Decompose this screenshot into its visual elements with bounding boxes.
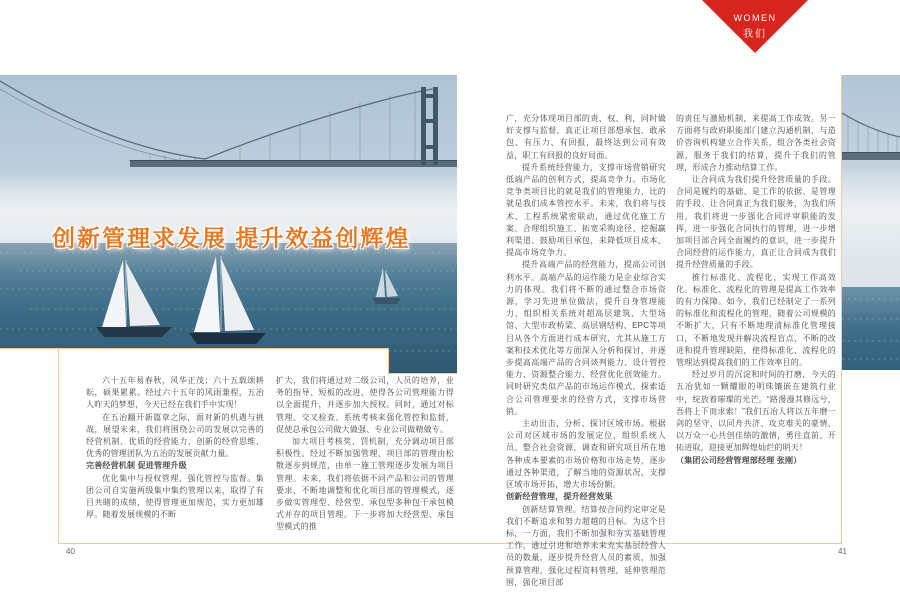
left-page-column-2 xyxy=(276,375,454,545)
paragraph: 优化集中与授权管理、强化管控与监督。集团公司自实施两级集中集约管理以来，取得了有目共睹的成绩，使得管理更加规范，实力更加雄厚。随着发展规模的不断 xyxy=(86,473,264,520)
women-badge xyxy=(702,0,808,53)
right-page-column-1 xyxy=(506,113,666,587)
paragraph: 提升系统经营能力，支撑市场营销研究低端产品的创利方式，提高竞争力。市场化竞争类项目比的就是我们的管理能力，比的就是我们成本管控水平。未来，我们将与技术、工程系统紧密联动，通过优化施工方案、合理组织施工、拓宽采购途径、挖掘赢利渠道、鼓励项目承包，来降低项目成本，提高市场竞争力。 xyxy=(506,162,666,258)
paragraph: 让合同成为我们提升经营质量的手段。合同是履约的基础、是工作的依据、是管理的手段。让合同真正为我们服务，为我们所用，我们将进一步强化合同评审职能的发挥，进一步强化合同执行的管理，进一步增加项目部合同全面履约的意识，进一步提升合同经营的运作能力，真正让合同成为我们提升经营质量的手段。 xyxy=(676,175,836,270)
right-page-column-2 xyxy=(676,113,836,543)
fog-bank xyxy=(842,167,900,285)
paragraph: 创新结算管理。结算按合同约定审定是我们不断追求和努力超越的目标。为这个目标，一方面，我们不断加强和夯实基础管理工作，通过引进和培养未来充实基层经营人员的数量，逐步提升经营人员的素质，加强预算管理，强化过程资料管理，延伸管理范围，强化项目部 xyxy=(506,504,666,587)
page-number-right: 41 xyxy=(838,547,847,556)
section-subhead: 完善经营机制 促进管理升级 xyxy=(86,461,187,471)
section-subhead: 创新经营管理，提升经营效果 xyxy=(506,492,613,502)
badge-text-en: WOMEN xyxy=(733,13,777,23)
paragraph: 推行标准化、流程化，实现工作高效化。标准化、流程化的管理是提高工作效率的有力保障。如今，我们已经制定了一系列的标准化和流程化的管理，随着公司规模的不断扩大，只有不断地理清标准化管理接口，不断地发现并解决流程盲点，不断的改进和提升管理缺陷，使得标准化、流程化的管理达到提高我们的工作效率目的。 xyxy=(676,272,836,368)
bridge-photo-strip xyxy=(842,75,900,370)
paragraph: 加大项目考核奖、罚机制，充分调动项目部积极性。经过不断加强管理，项目部的管理由松散逐步到规范，由单一施工管理逐步发展为项目管理。未来，我们将依据不同产品和公司的管理要求，不断地调整和优化项目部的管理模式，逐步做实管理型、经营型、承包型多种包干承包模式并存的项目管理。下一步将加大经营型、承包型模式的推 xyxy=(276,437,454,532)
paragraph: 的责任与激励机制，来提高工作成效。另一方面将与政府职能部门建立沟通机制，与造价咨询机构建立合作关系，组合各类社会资源，服务于我们的结算，提升于我们的管理，形成合力推动结算工作。 xyxy=(676,114,836,172)
author-byline: （集团公司经营管理部经理 张刚） xyxy=(676,455,802,465)
left-page-column-1 xyxy=(86,375,264,545)
page-number-left: 40 xyxy=(66,547,75,556)
paragraph: 主动出击，分析、探讨区域市场。根据公司对区域市场的发展定位，组织系统人员、整合社会资源，调查和研究项目所在地各种成本要素的市场价格和市场走势，逐步通过各种渠道，了解当地的资源状况，支撑区域市场开拓，增大市场份额。 xyxy=(506,419,666,490)
right-page-text xyxy=(506,113,836,587)
paragraph: 广，充分体现项目部的责、权、利，同时做好支撑与监督，真正让项目部想承包、敢承包、有压力、有回报，最终达到公司有效益，职工有回报的良好局面。 xyxy=(506,114,666,160)
paragraph: 六十五年易春秋，风华正茂；六十五载颂耕耘，硕果累累。经过六十五年的风雨兼程，五冶人昨天的梦想，今天已经在我们手中实现！ xyxy=(86,376,264,410)
paragraph: 提升高端产品的经营能力，提高公司创利水平。高端产品的运作能力是企业综合实力的体现。我们将不断的通过整合市场资源，学习先进单位做法，提升自身管理能力，组织相关系统对超高层建筑、大型场馆、大型市政桥梁、高层钢结构、EPC等项目从各个方面进行成本研究，尤其从施工方案和技术优化等方面深入分析和探讨，并逐步提高高端产品的合同谈判能力、设计管控能力、资源整合能力、经营优化创效能力。同时研究类似产品的市场运作模式，探索适合公司管理要求的经营方式，支撑市场营销。 xyxy=(506,260,666,416)
frame-border-left xyxy=(58,348,59,543)
paragraph: 扩大，我们将通过对二级公司，人员的培养，业务的指导、短板的改进，使得各公司管理能力得以全面提升，并逐步加大授权。同时，通过对标管理、交叉检查、系统考核来强化管控和监督，促使总承包公司做大做强、专业公司做精做专。 xyxy=(276,376,454,434)
paragraph: 在五冶翻开新篇章之际，面对新的机遇与挑战，展望未来，我们将围绕公司的发展以完善的经营机制、优质的经营能力、创新的经营思维、优秀的管理团队为五冶的发展贡献力量。 xyxy=(86,412,264,459)
frame-border-right xyxy=(841,75,842,543)
left-page-text xyxy=(86,375,454,545)
paragraph: 经过岁月的沉淀和时间的打磨，今天的五冶犹如一颗耀眼的明珠镶嵌在建筑行业中，绽放着璀璨的光芒。“路漫漫其修远兮，吾将上下而求索！”我们五冶人将以五年磨一剑的坚守、以同舟共济、攻克难关的豪情、以万众一心共创佳绩的激情，勇往直前、开拓进取，迎接更加辉煌灿烂的明天！ xyxy=(676,370,836,453)
article-headline: 创新管理求发展 提升效益创辉煌 xyxy=(52,225,411,251)
bridge-photo-strip-svg xyxy=(842,75,900,370)
badge-text-cn: 我们 xyxy=(743,29,767,40)
